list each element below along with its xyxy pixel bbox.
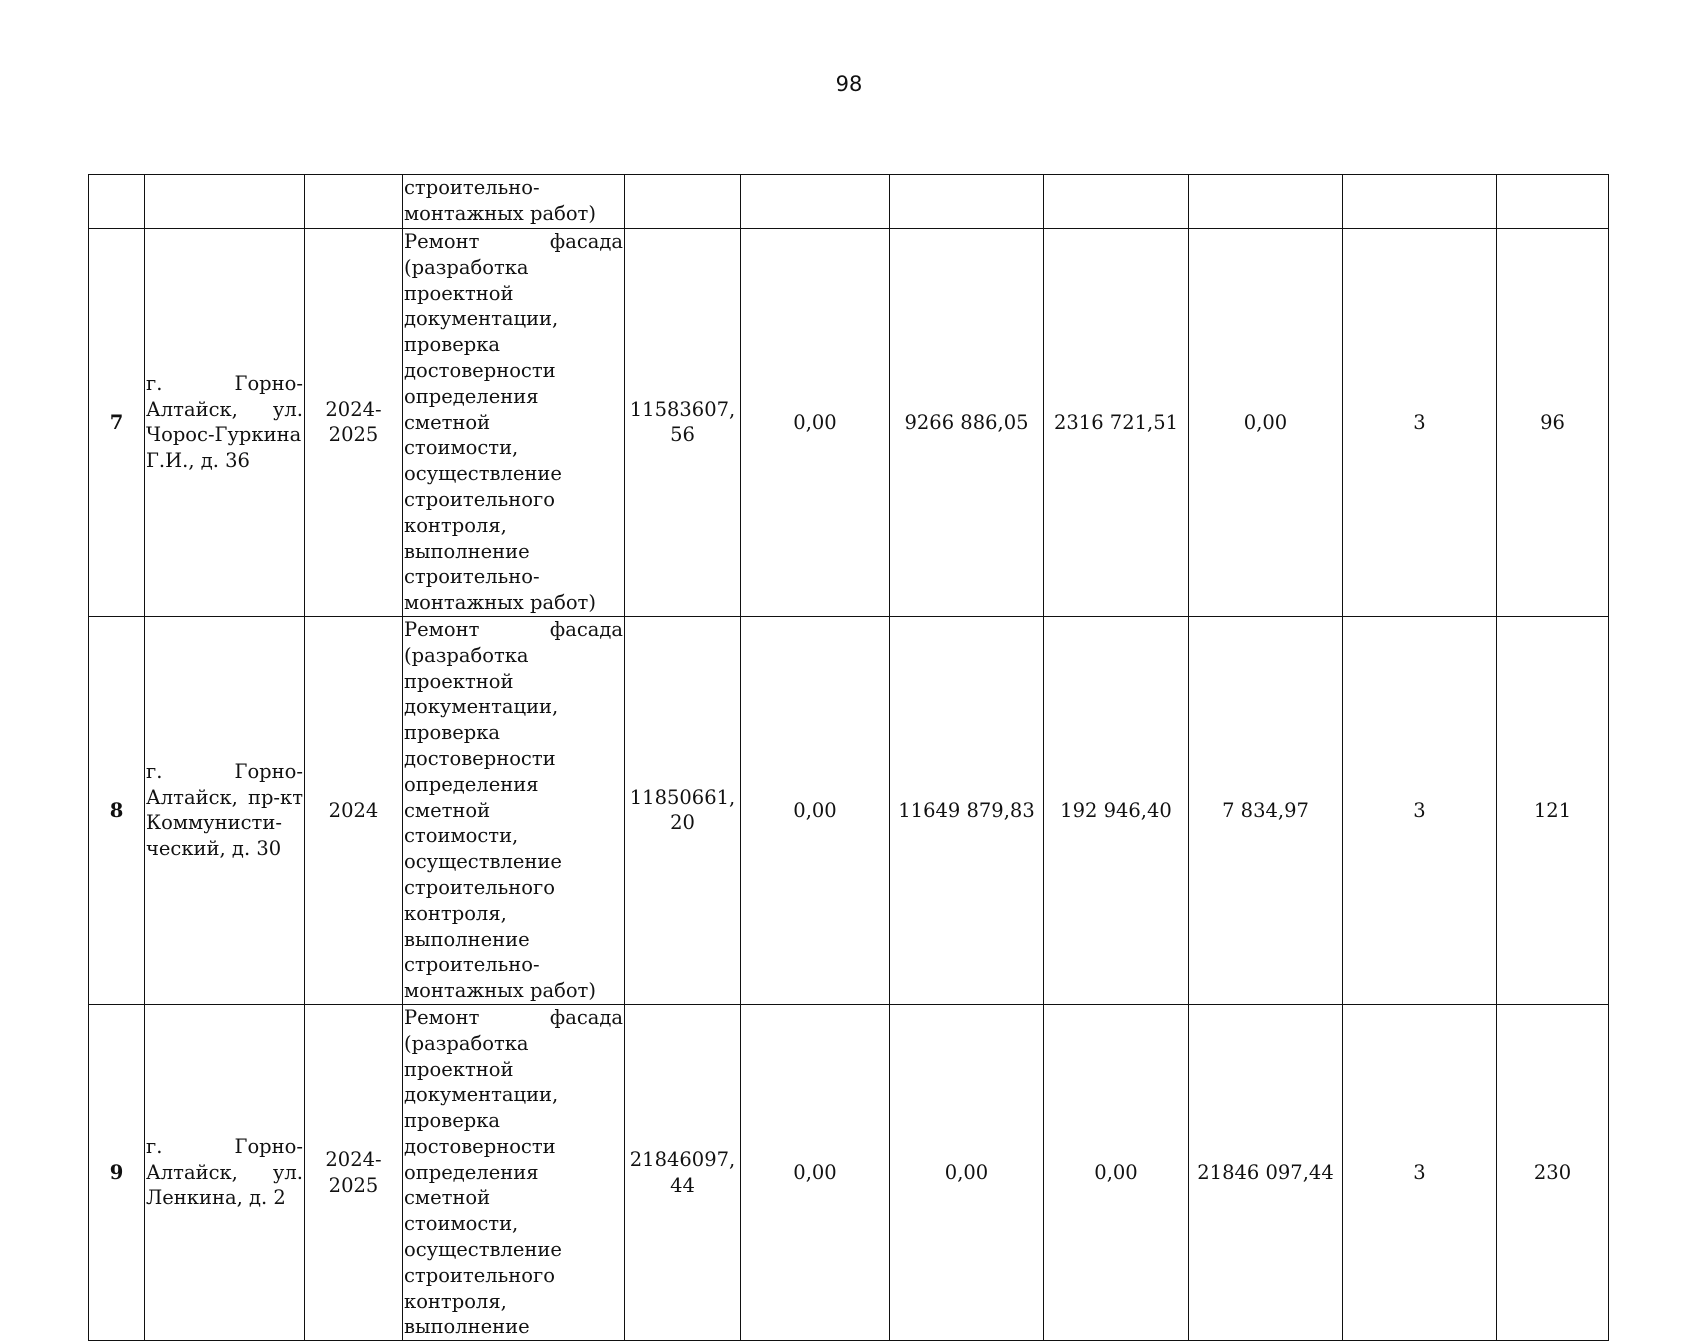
work-line: строительного: [404, 1263, 555, 1287]
address-cell: [145, 1004, 305, 1340]
value-cell: [890, 175, 1044, 229]
years-cell: [305, 229, 403, 617]
work-line: осуществление: [404, 462, 562, 486]
row-number: 8: [89, 616, 145, 1004]
work-line: проверка: [404, 333, 501, 357]
value-cell: 0,00: [741, 229, 890, 617]
value-cell: 230: [1497, 1004, 1609, 1340]
value-cell: 2316 721,51: [1044, 229, 1189, 617]
work-line: стоимости,: [404, 1212, 519, 1236]
work-line: Ремонт фасада: [404, 230, 623, 253]
table-row: [89, 1004, 1609, 1340]
address-line: г. Горно-: [146, 759, 303, 783]
work-line: Ремонт фасада: [404, 617, 623, 641]
work-line: (разработка проектной: [404, 1031, 529, 1081]
work-line: осуществление: [404, 1238, 562, 1262]
work-line: определения сметной: [404, 384, 539, 434]
value-cell: [741, 175, 890, 229]
address-cell: [145, 229, 305, 617]
work-line: строительно-: [404, 953, 540, 977]
work-line: строительного: [404, 875, 555, 899]
value-cell: 0,00: [741, 1004, 890, 1340]
work-line: контроля, выполнение: [404, 901, 530, 951]
value-cell: 3: [1343, 1004, 1497, 1340]
value-cell: 3: [1343, 229, 1497, 617]
work-line: осуществление: [404, 850, 562, 874]
value-cell: [1343, 175, 1497, 229]
address-cell: [145, 616, 305, 1004]
work-line: контроля, выполнение: [404, 513, 530, 563]
table-row: [89, 616, 1609, 1004]
address-line: Чорос-Гуркина: [146, 423, 302, 447]
work-line: достоверности: [404, 1134, 556, 1158]
address-line: Алтайск, ул.: [146, 397, 303, 421]
work-line: стоимости,: [404, 824, 519, 848]
row-number: 7: [89, 229, 145, 617]
value-cell: 7 834,97: [1189, 616, 1343, 1004]
value-cell: 11649 879,83: [890, 616, 1044, 1004]
work-line: документации,: [404, 1083, 559, 1107]
years-cell: [305, 175, 403, 229]
table-row: [89, 229, 1609, 617]
value-cell: 0,00: [1189, 229, 1343, 617]
value-cell: 21846 097,44: [1189, 1004, 1343, 1340]
total-cost-cell: 11583607,56: [625, 229, 741, 617]
repair-program-table: [88, 174, 1609, 1341]
total-cost-cell: 11850661,20: [625, 616, 741, 1004]
work-line: строительно-: [404, 565, 540, 589]
row-number: 9: [89, 1004, 145, 1340]
work-line: монтажных работ): [404, 201, 596, 225]
years-cell: [305, 1004, 403, 1340]
work-line: контроля, выполнение: [404, 1289, 530, 1339]
work-cell: [403, 175, 625, 229]
value-cell: [1497, 175, 1609, 229]
work-cell: [403, 229, 625, 617]
value-cell: 192 946,40: [1044, 616, 1189, 1004]
value-cell: 0,00: [1044, 1004, 1189, 1340]
work-line: Ремонт фасада: [404, 1005, 623, 1029]
address-line: Г.И., д. 36: [146, 449, 250, 473]
total-cost-cell: 21846097,44: [625, 1004, 741, 1340]
value-cell: 0,00: [741, 616, 890, 1004]
work-line: монтажных работ): [404, 591, 596, 615]
work-cell: [403, 1004, 625, 1340]
value-cell: 121: [1497, 616, 1609, 1004]
value-cell: 0,00: [890, 1004, 1044, 1340]
years-line: 2024-: [325, 1147, 382, 1171]
work-line: (разработка проектной: [404, 643, 529, 693]
address-line: г. Горно-: [146, 1134, 303, 1158]
address-line: Коммунисти-: [146, 811, 282, 835]
years-line: 2025: [328, 1173, 379, 1197]
work-line: строительно-: [404, 176, 540, 199]
work-line: монтажных работ): [404, 979, 596, 1003]
value-cell: [1189, 175, 1343, 229]
total-cell: [625, 175, 741, 229]
address-cell: [145, 175, 305, 229]
years-cell: [305, 616, 403, 1004]
work-line: проверка: [404, 1109, 501, 1133]
years-line: 2024: [328, 798, 379, 822]
work-line: проверка: [404, 721, 501, 745]
address-line: Алтайск, ул.: [146, 1160, 303, 1184]
work-line: документации,: [404, 307, 559, 331]
work-line: документации,: [404, 695, 559, 719]
work-line: определения сметной: [404, 1160, 539, 1210]
work-line: (разработка проектной: [404, 255, 529, 305]
num-cell: [89, 175, 145, 229]
address-line: Алтайск, пр-кт: [146, 785, 303, 809]
value-cell: [1044, 175, 1189, 229]
address-line: г. Горно-: [146, 371, 303, 395]
work-cell: [403, 616, 625, 1004]
table-row-continued: [89, 175, 1609, 229]
work-line: определения сметной: [404, 772, 539, 822]
value-cell: 3: [1343, 616, 1497, 1004]
work-line: стоимости,: [404, 436, 519, 460]
work-line: достоверности: [404, 746, 556, 770]
page-number: 98: [835, 72, 863, 96]
years-line: 2025: [328, 423, 379, 447]
value-cell: 9266 886,05: [890, 229, 1044, 617]
address-line: ческий, д. 30: [146, 837, 282, 861]
work-line: строительного: [404, 487, 555, 511]
value-cell: 96: [1497, 229, 1609, 617]
address-line: Ленкина, д. 2: [146, 1186, 286, 1210]
years-line: 2024-: [325, 397, 382, 421]
work-line: достоверности: [404, 358, 556, 382]
